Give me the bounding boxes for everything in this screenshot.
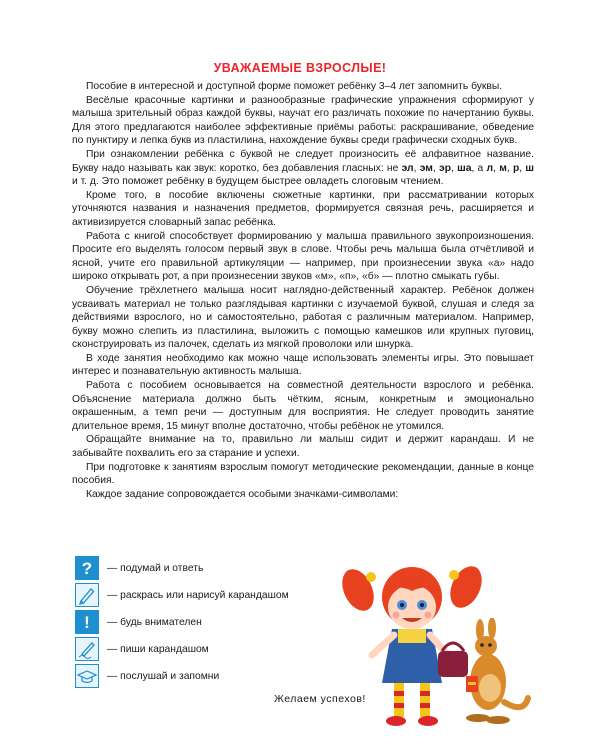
legend-item — [75, 556, 203, 580]
graduation-cap-icon — [75, 664, 99, 688]
legend-item — [75, 637, 209, 661]
legend-item — [75, 664, 219, 688]
exclamation-icon — [75, 610, 99, 634]
paragraph: При подготовке к занятиям взрослым помогут методические рекомендации, данные в конце пособия. — [72, 461, 534, 487]
legend-intro: Каждое задание сопровождается особыми значками-символами: — [86, 488, 399, 500]
letter-sound: м — [499, 162, 507, 174]
sound-name: эм — [419, 162, 433, 174]
legend-item — [75, 583, 289, 607]
closing-text: Желаем успехов! — [274, 693, 366, 705]
legend-label: — послушай и запомни — [107, 670, 220, 682]
paragraph-sounds: При ознакомлении ребёнка с буквой не следует произносить её алфавитное название. Букву надо называть как звук: коротко, без добавления гласных: не эл, эм, эр, ша, а л, м, р, ш и т. д. Это поможет ребёнку в будущем быстрее овладеть слоговым чтением. — [72, 148, 534, 188]
paragraph: Работа с книгой способствует формированию у малыша правильного звукопроизношения. Просите его выделять голосом первый звук в слове. Чтобы речь малыша была отчётливой и ясной, учите его правильной артикуляции — например, при произнесении звука «а» надо широко открывать рот, а при произнесении звуков «м», «п», «б» — плотно смыкать губы. — [72, 230, 534, 283]
letter-sound: л — [486, 162, 494, 174]
question-mark-icon — [75, 556, 99, 580]
sound-name: эл — [401, 162, 414, 174]
legend-label: — пиши карандашом — [107, 643, 209, 655]
sound-name: ша — [457, 162, 472, 174]
pencil-writing-icon — [75, 637, 99, 661]
paragraph: Обращайте внимание на то, правильно ли малыш сидит и держит карандаш. И не забывайте похвалить его за старание и успехи. — [72, 434, 534, 460]
paragraph: Обучение трёхлетнего малыша носит наглядно-действенный характер. Ребёнок должен усваивать материал не только разглядывая картинки с изучаемой буквой, слушая и следя за действиями взрослого, но и самостоятельно, работая с различным материалом. Например, букву можно слепить из пластилина, выложить с помощью камешков или крупных пуговиц, сконструировать из палочек, сделать из мягкой проволоки или шнурка. — [72, 284, 534, 351]
paragraph: Пособие в интересной и доступной форме поможет ребёнку 3–4 лет запомнить буквы. — [86, 81, 503, 92]
paragraph: Весёлые красочные картинки и разнообразные графические упражнения сформируют у малыша зрительный образ каждой буквы, научат его различать похожие по начертанию буквы. Для этого предлагаются наиболее эффективные приёмы работы: раскрашивание, обведение по пунктиру и лепка букв из пластилина, нахождение буквы среди графически сходных букв. — [72, 94, 534, 147]
paragraph: В ходе занятия необходимо как можно чаще использовать элементы игры. Это повышает интерес и познавательную активность малыша. — [72, 352, 534, 378]
svg-text:!: ! — [84, 613, 90, 632]
intro-text — [72, 80, 534, 501]
sounds-text-after: и т. д. Это поможет ребёнку в будущем быстрее овладеть слоговым чтением. — [72, 176, 444, 188]
page-title: УВАЖАЕМЫЕ ВЗРОСЛЫЕ! — [213, 61, 387, 75]
sounds-text-before: При ознакомлении ребёнка с буквой не следует произносить её алфавитное название. Букву надо называть как звук: коротко, без добавления гласных: не — [72, 148, 534, 174]
svg-text:?: ? — [81, 559, 93, 578]
letter-sound: ш — [525, 162, 534, 174]
kangaroo-illustration — [452, 618, 532, 728]
letter-sound: р — [512, 162, 520, 174]
legend-item — [75, 610, 202, 634]
legend-label: — раскрась или нарисуй карандашом — [107, 589, 289, 601]
sound-name: эр — [439, 162, 451, 174]
legend-label: — будь внимателен — [107, 616, 202, 628]
paragraph: Кроме того, в пособие включены сюжетные картинки, при рассматривании которых уточняются названия и назначения предметов, формируется связная речь, расширяется и активизируется словарный запас ребёнка. — [72, 189, 534, 228]
sounds-connector: , а — [471, 162, 487, 174]
legend-label: — подумай и ответь — [107, 562, 204, 574]
pencil-icon — [75, 583, 99, 607]
paragraph: Работа с пособием основывается на совместной деятельности взрослого и ребёнка. Объяснение материала должно быть чётким, ясным, конкретным и эмоционально окрашенным, а темп речи — доступным для восприятия. Не следует проводить занятие длительное время, 15 минут вполне достаточно, чтобы ребёнок не утомился. — [72, 380, 534, 432]
